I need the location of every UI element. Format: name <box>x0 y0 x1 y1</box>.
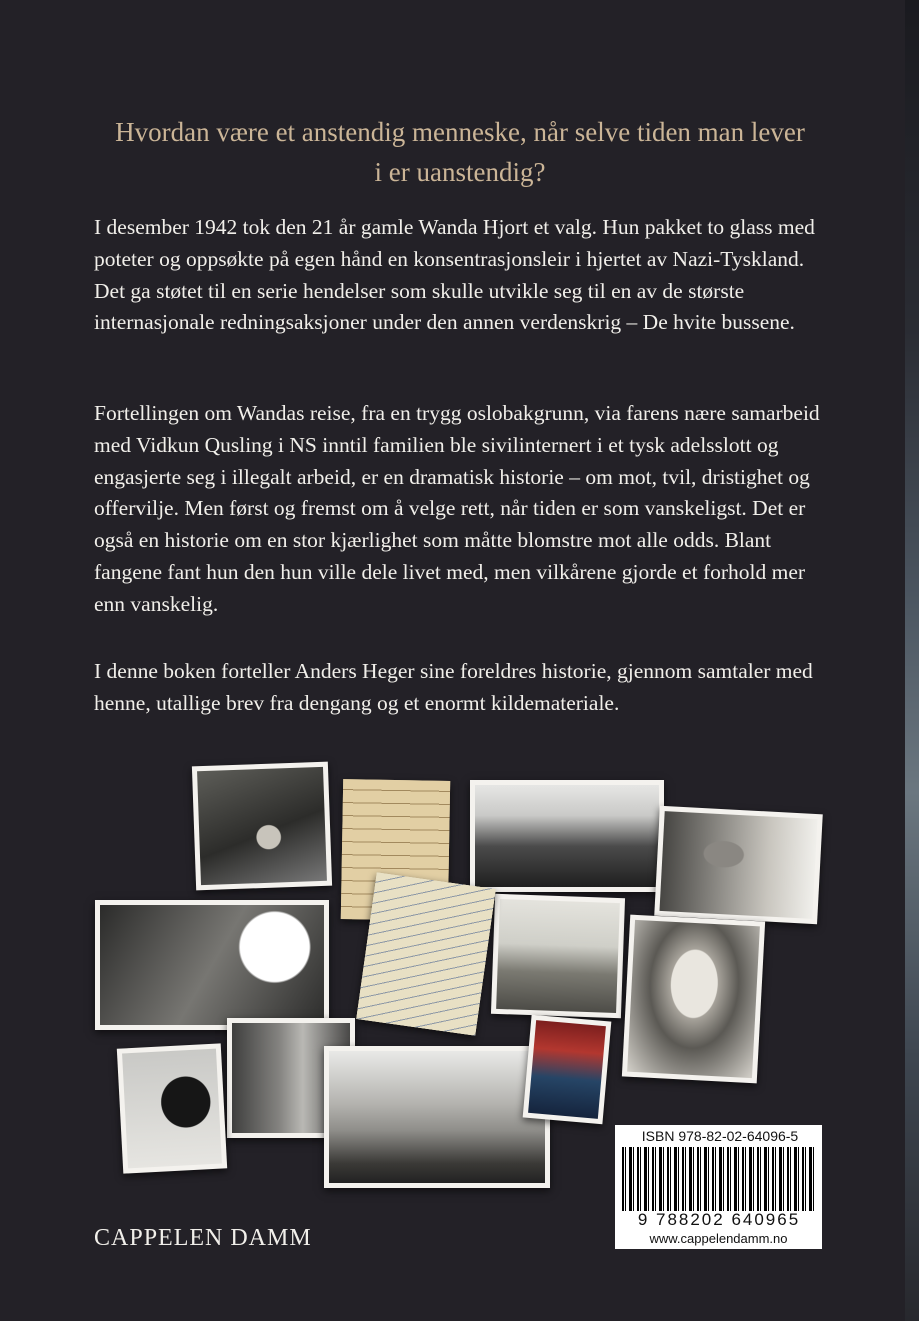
publisher-logo-text: CAPPELEN DAMM <box>94 1225 312 1251</box>
blurb-paragraph-1: I desember 1942 tok den 21 år gamle Wanda Hjort et valg. Hun pakket to glass med poteter og oppsøkte på egen hånd en konsentrasjonsleir i hjertet av Nazi-Tyskland. Det ga støtet til en serie hendelser som skulle utvikle seg til en av de største internasjonale redningsaksjoner under den annen verdenskrig – De hvite bussene. <box>94 215 815 335</box>
blurb-paragraph-2: Fortellingen om Wandas reise, fra en trygg oslobakgrunn, via farens nære samarbeid med Vidkun Qusling i NS inntil familien ble sivilinternert i et tysk adelsslott og engasjerte seg i illegalt arbeid, er en dramatisk historie – om mot, tvil, dristighet og offervilje. Men først og fremst om å velge rett, når tiden er som vanskeligst. Det er også en historie om en stor kjærlighet som måtte blomstre mot alle odds. Blant fangene fant hun den hun ville dele livet med, men vilkårene gjorde et forhold mer enn vanskelig. <box>94 401 820 616</box>
collage-photo <box>491 894 625 1018</box>
collage-photo <box>622 915 765 1084</box>
collage-letter <box>356 872 495 1035</box>
isbn-label: ISBN 978-82-02-64096-5 <box>641 1128 799 1144</box>
publisher-website: www.cappelendamm.no <box>615 1229 822 1249</box>
collage-photo <box>324 1046 550 1188</box>
tagline: Hvordan være et anstendig menneske, når selve tiden man lever i er uanstendig? <box>115 117 805 187</box>
book-spine-edge <box>905 0 919 1321</box>
collage-photo <box>523 1015 612 1125</box>
barcode-digits: 9 788202 640965 <box>637 1210 801 1229</box>
blurb-paragraph-3: I denne boken forteller Anders Heger sine foreldres historie, gjennom samtaler med henne, utallige brev fra dengang og et enormt kildemateriale. <box>94 659 813 715</box>
collage-photo <box>95 900 329 1030</box>
collage-photo <box>470 780 664 892</box>
barcode <box>622 1147 816 1211</box>
collage-photo <box>192 762 332 891</box>
collage-photo <box>117 1043 227 1173</box>
collage-photo <box>654 806 823 924</box>
